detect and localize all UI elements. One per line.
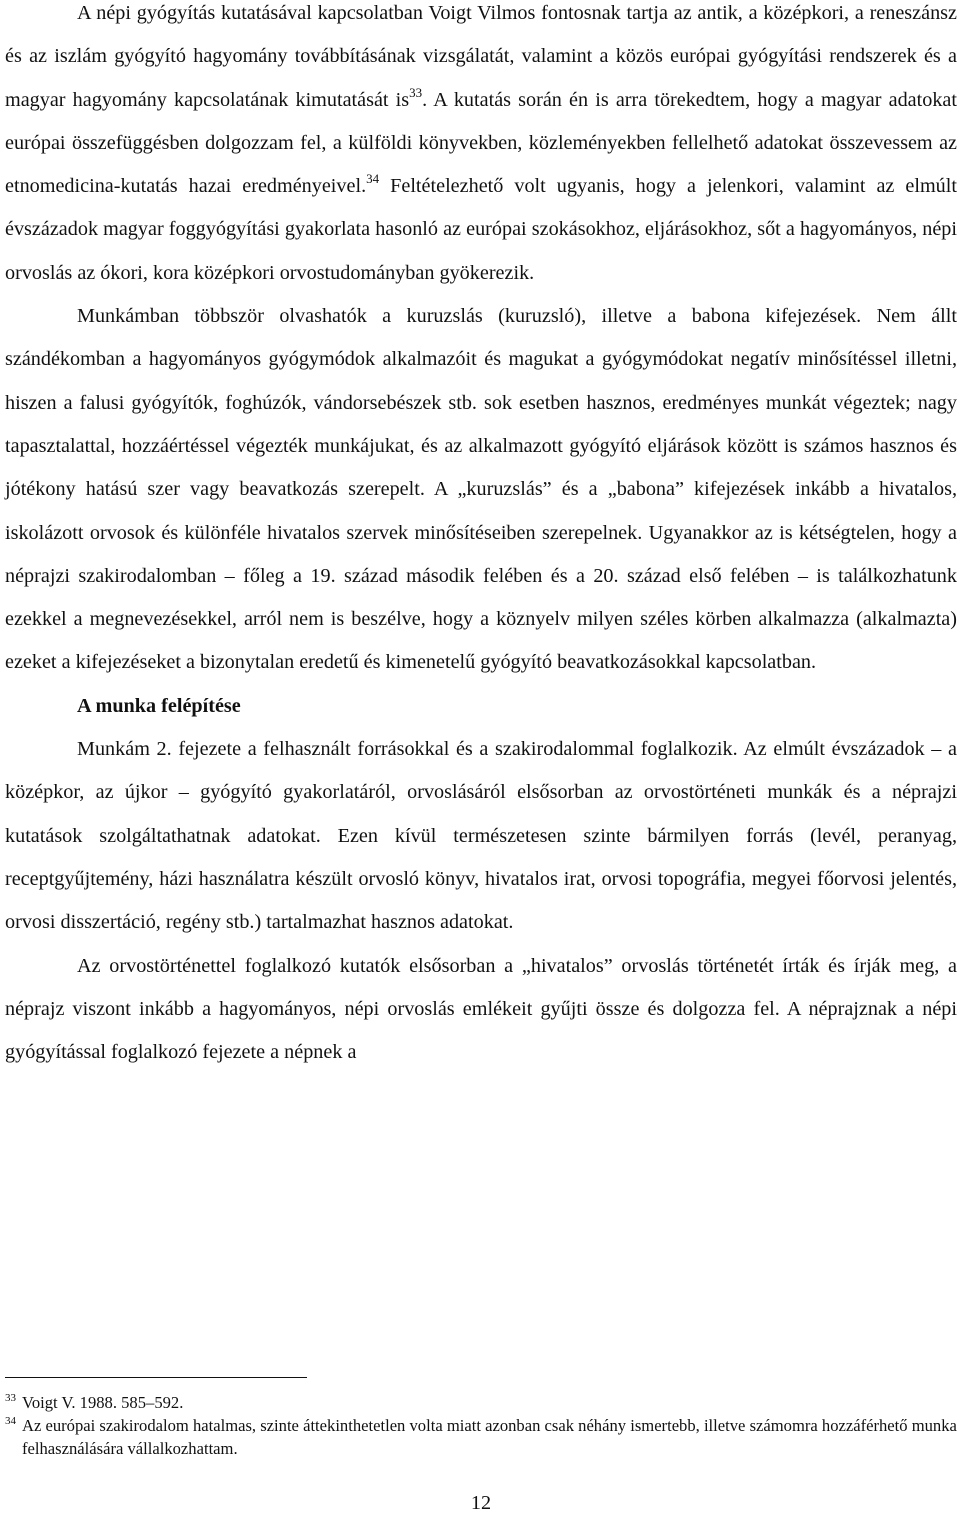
section-heading: A munka felépítése <box>77 694 241 717</box>
paragraph-1-text-b: . A kutatás során én is arra törekedtem, hogy a magyar adatokat európai összefüggésben dolgozzam fel, a külföldi könyvekben, közleményekben fellelhető adatokat összevessem az etnomedicina-kutatás hazai eredményeivel. <box>5 88 957 198</box>
paragraph-1 <box>5 0 957 295</box>
footnote-text: Voigt V. 1988. 585–592. <box>22 1393 184 1412</box>
footnotes <box>5 1391 957 1460</box>
footnote-text: Az európai szakirodalom hatalmas, szinte áttekinthetetlen volta miatt azonban csak néhány ismertebb, illetve számomra hozzáférhető munka felhasználására vállalkozhattam. <box>22 1416 957 1458</box>
paragraph-1-text-a: A népi gyógyítás kutatásával kapcsolatban Voigt Vilmos fontosnak tartja az antik, a középkori, a reneszánsz és az iszlám gyógyító hagyomány továbbításának vizsgálatát, valamint a közös európai gyógyítási rendszerek és a magyar hagyomány kapcsolatának kimutatását is <box>5 2 957 111</box>
paragraph-1-text-c: Feltételezhető volt ugyanis, hogy a jelenkori, valamint az elmúlt évszázadok magyar foggyógyítási gyakorlata hasonló az európai szokásokhoz, eljárásokhoz, sőt a hagyományos, népi orvoslás az ókori, kora középkori orvostudományban gyökerezik. <box>5 175 957 284</box>
document-page <box>5 0 957 1514</box>
footnote-34: 34 Az európai szakirodalom hatalmas, szinte áttekinthetetlen volta miatt azonban csak néhány ismertebb, illetve számomra hozzáférhető munka felhasználására vállalkozhattam. <box>5 1415 957 1458</box>
footnote-33: 33 Voigt V. 1988. 585–592. <box>5 1392 184 1412</box>
footnote-divider <box>5 1377 307 1378</box>
footnote-ref-34[interactable]: 34 <box>366 171 380 187</box>
paragraph-3: Munkám 2. fejezete a felhasznált forrásokkal és a szakirodalommal foglalkozik. Az elmúlt évszázadok – a középkor, az újkor – gyógyító gyakorlatáról, orvoslásáról elsősorban az orvostörténeti munkák és a néprajzi kutatások szolgáltathatnak adatokat. Ezen kívül természetesen szinte bármilyen forrás (levél, peranyag, receptgyűjtemény, házi használatra készült orvosló könyv, hivatalos irat, orvosi topográfia, megyei főorvosi jelentés, orvosi disszertáció, regény stb.) tartalmazhat hasznos adatokat. <box>5 738 957 934</box>
footnote-ref-33[interactable]: 33 <box>409 84 423 100</box>
page-number: 12 <box>470 1492 492 1514</box>
paragraph-4: Az orvostörténettel foglalkozó kutatók elsősorban a „hivatalos” orvoslás történetét írták és írják meg, a néprajz viszont inkább a hagyományos, népi orvoslás emlékeit gyűjti össze és dolgozza fel. A néprajznak a népi gyógyítással foglalkozó fejezete a népnek a <box>5 954 957 1064</box>
paragraph-2: Munkámban többször olvashatók a kuruzslás (kuruzsló), illetve a babona kifejezések. Nem állt szándékomban a hagyományos gyógymódok alkalmazóit és magukat a gyógymódokat negatív minősítéssel illetni, hiszen a falusi gyógyítók, foghúzók, vándorsebészek stb. sok esetben hasznos, eredményes munkát végeztek; nagy tapasztalattal, hozzáértéssel végezték munkájukat, és az alkalmazott gyógyító eljárások között is számos hasznos és jótékony hatású szer vagy beavatkozás szerepelt. A „kuruzslás” és a „babona” kifejezések inkább a hivatalos, iskolázott orvosok és különféle hivatalos szervek minősítéseiben szerepelnek. Ugyanakkor az is kétségtelen, hogy a néprajzi szakirodalomban – főleg a 19. század második felében és a 20. század első felében – is találkozhatunk ezekkel a megnevezésekkel, arról nem is beszélve, hogy a köznyelv milyen széles körben alkalmazza (alkalmazta) ezeket a kifejezéseket a bizonytalan eredetű és kimenetelű gyógyító beavatkozásokkal kapcsolatban. <box>5 305 957 674</box>
